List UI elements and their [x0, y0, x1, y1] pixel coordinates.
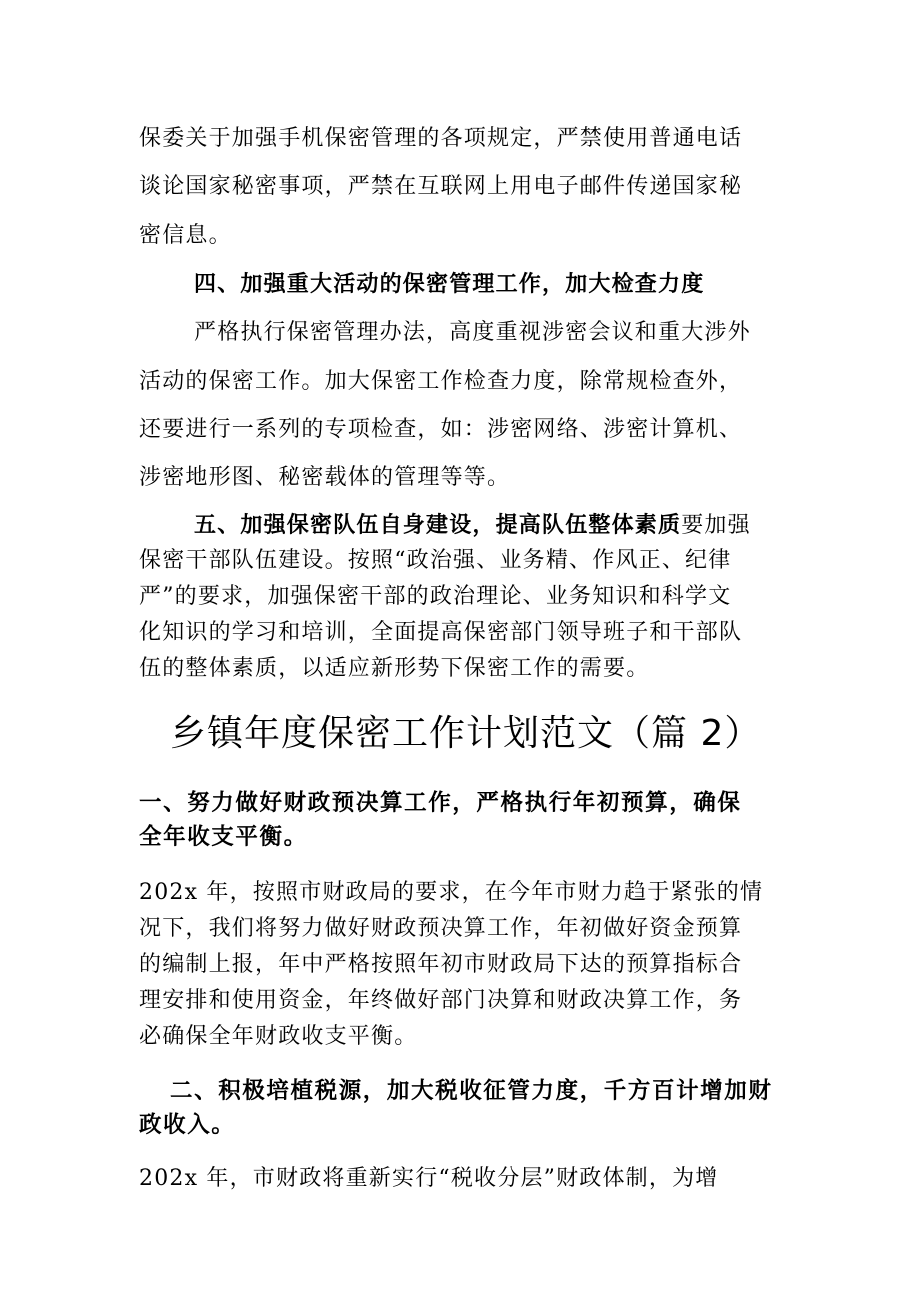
section-heading: 五、加强保密队伍自身建设，提高队伍整体素质 [194, 512, 682, 538]
text-line: 必确保全年财政收支平衡。 [139, 1024, 418, 1049]
text-line: 活动的保密工作。加大保密工作检查力度，除常规检查外， [139, 369, 743, 394]
text-line: 202x 年，市财政将重新实行“税收分层”财政体制，为增 [139, 1166, 719, 1191]
section-heading: 全年收支平衡。 [139, 824, 308, 850]
text-line: 严格执行保密管理办法，高度重视涉密会议和重大涉外 [194, 320, 751, 345]
text-line: 保密干部队伍建设。按照“政治强、业务精、作风正、纪律 [139, 548, 732, 573]
text-line: 严”的要求，加强保密干部的政治理论、业务知识和科学文 [139, 584, 732, 609]
text-line: 还要进行一系列的专项检查，如：涉密网络、涉密计算机、 [139, 417, 743, 442]
section-heading-line [194, 514, 751, 537]
text-line: 密信息。 [139, 223, 232, 248]
text-line: 伍的整体素质，以适应新形势下保密工作的需要。 [139, 656, 650, 681]
text-line: 的编制上报，年中严格按照年初市财政局下达的预算指标合 [139, 952, 743, 977]
text-line: 涉密地形图、秘密载体的管理等等。 [139, 465, 511, 490]
article-title: 乡镇年度保密工作计划范文（篇 2） [170, 713, 762, 754]
heading-tail-text: 要加强 [681, 513, 751, 538]
section-heading: 一、努力做好财政预决算工作，严格执行年初预算，确保 [139, 790, 742, 816]
text-line: 202x 年，按照市财政局的要求，在今年市财力趋于紧张的情 [139, 880, 764, 905]
text-line: 理安排和使用资金，年终做好部门决算和财政决算工作，务 [139, 988, 743, 1013]
section-heading: 二、积极培植税源，加大税收征管力度，千方百计增加财 [170, 1078, 773, 1104]
text-line: 谈论国家秘密事项，严禁在互联网上用电子邮件传递国家秘 [139, 174, 743, 199]
section-heading: 政收入。 [139, 1112, 236, 1138]
text-line: 况下，我们将努力做好财政预决算工作，年初做好资金预算 [139, 916, 743, 941]
section-heading: 四、加强重大活动的保密管理工作，加大检查力度 [194, 271, 705, 297]
text-line: 保委关于加强手机保密管理的各项规定，严禁使用普通电话 [139, 126, 743, 151]
text-line: 化知识的学习和培训，全面提高保密部门领导班子和干部队 [139, 620, 743, 645]
